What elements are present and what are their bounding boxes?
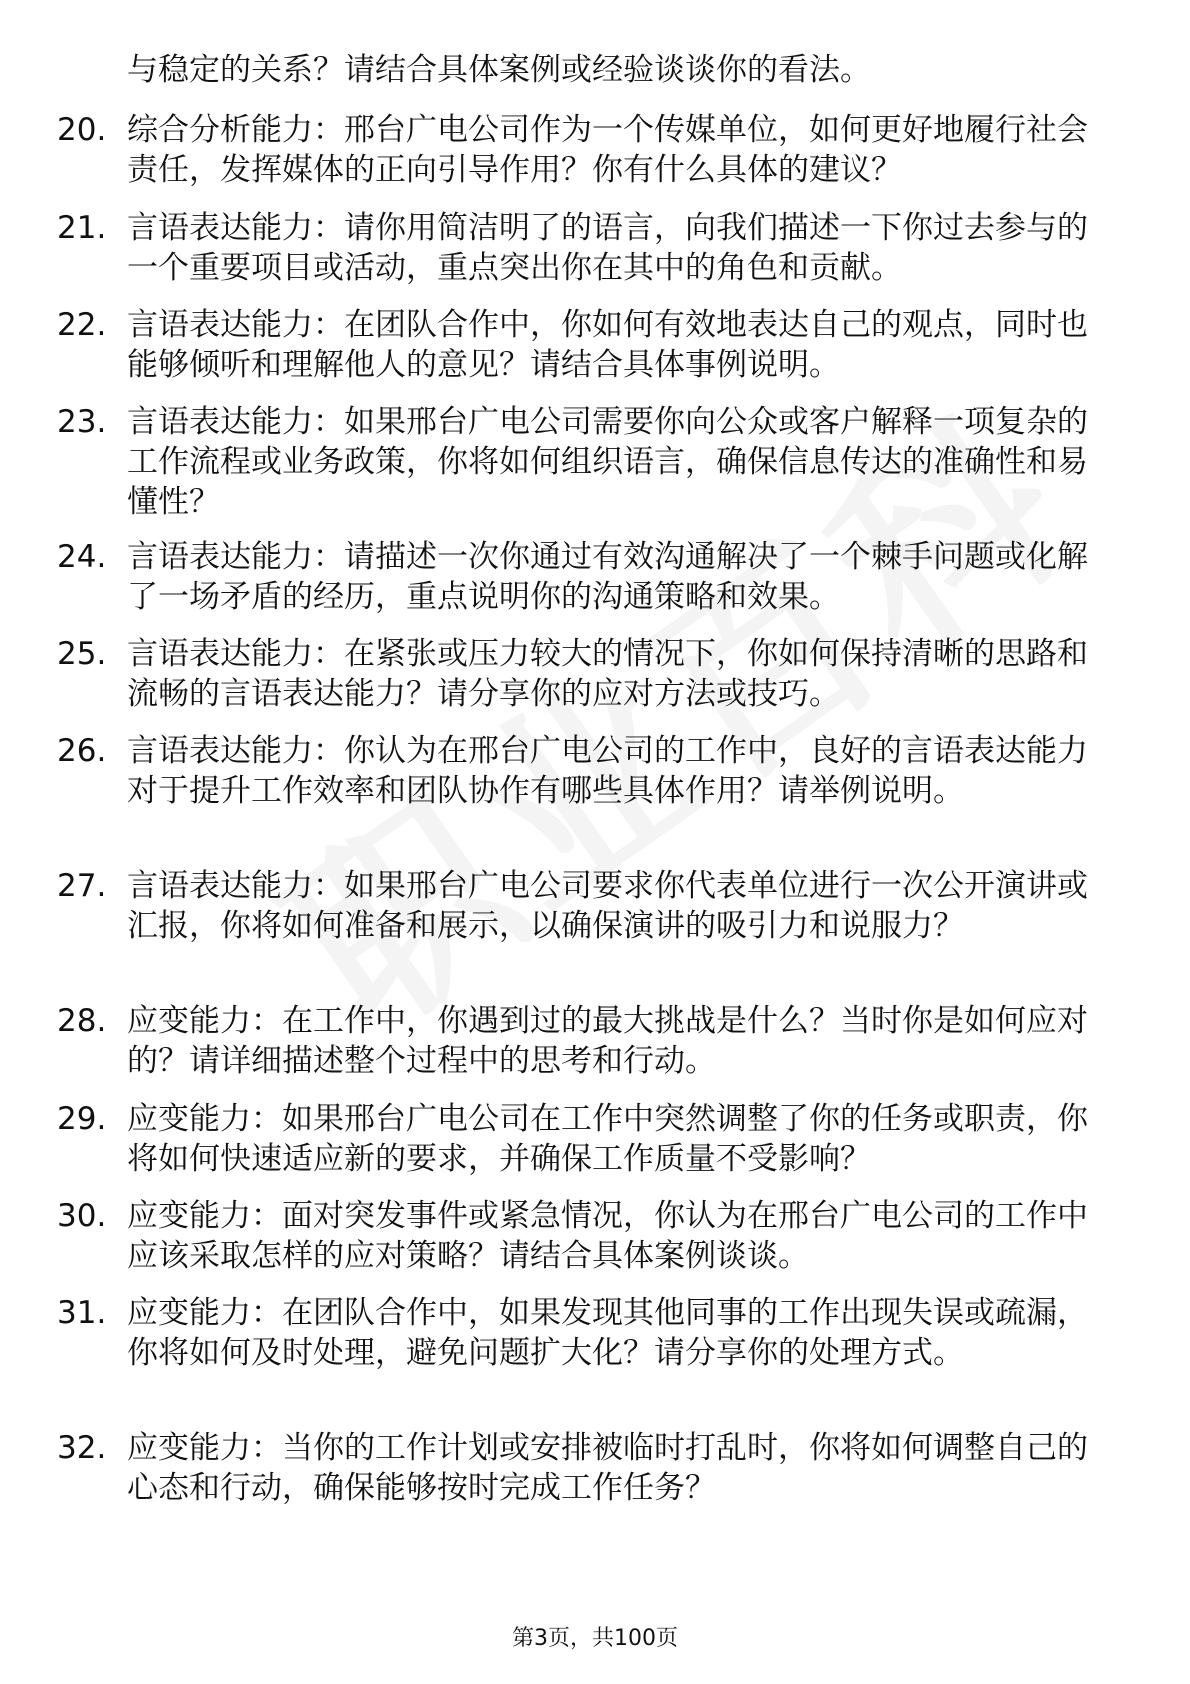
question-text: 应变能力：在团队合作中，如果发现其他同事的工作出现失误或疏漏，你将如何及时处理，避免问题扩大化？请分享你的处理方式。 [127,1295,1088,1371]
question-number: 29. [57,1101,107,1137]
carryover-text: 与稳定的关系？请结合具体案例或经验谈谈你的看法。 [127,52,871,88]
question-number: 22. [57,307,107,343]
question-number: 21. [57,210,107,246]
question-number: 24. [57,539,107,575]
question-text: 言语表达能力：在紧张或压力较大的情况下，你如何保持清晰的思路和流畅的言语表达能力？请分享你的应对方法或技巧。 [127,636,1088,712]
question-text: 言语表达能力：如果邢台广电公司需要你向公众或客户解释一项复杂的工作流程或业务政策，你将如何组织语言，确保信息传达的准确性和易懂性？ [127,404,1088,520]
question-text: 应变能力：如果邢台广电公司在工作中突然调整了你的任务或职责，你将如何快速适应新的要求，并确保工作质量不受影响？ [127,1101,1088,1177]
question-number: 27. [57,868,107,904]
question-number: 25. [57,636,107,672]
question-number: 20. [57,112,107,148]
question-number: 28. [57,1003,107,1039]
question-number: 23. [57,404,107,440]
question-number: 32. [57,1430,107,1466]
question-number: 30. [57,1198,107,1234]
question-text: 言语表达能力：如果邢台广电公司要求你代表单位进行一次公开演讲或汇报，你将如何准备和展示，以确保演讲的吸引力和说服力？ [127,868,1088,944]
question-text: 言语表达能力：在团队合作中，你如何有效地表达自己的观点，同时也能够倾听和理解他人的意见？请结合具体事例说明。 [127,307,1088,383]
question-text: 综合分析能力：邢台广电公司作为一个传媒单位，如何更好地履行社会责任，发挥媒体的正向引导作用？你有什么具体的建议？ [127,112,1088,188]
question-number: 26. [57,733,107,769]
question-text: 言语表达能力：你认为在邢台广电公司的工作中，良好的言语表达能力对于提升工作效率和团队协作有哪些具体作用？请举例说明。 [127,733,1088,809]
page-footer: 第3页，共100页 [512,1626,678,1651]
question-text: 言语表达能力：请描述一次你通过有效沟通解决了一个棘手问题或化解了一场矛盾的经历，重点说明你的沟通策略和效果。 [127,539,1088,615]
question-number: 31. [57,1295,107,1331]
question-text: 应变能力：在工作中，你遇到过的最大挑战是什么？当时你是如何应对的？请详细描述整个过程中的思考和行动。 [127,1003,1088,1079]
question-text: 应变能力：面对突发事件或紧急情况，你认为在邢台广电公司的工作中应该采取怎样的应对策略？请结合具体案例谈谈。 [127,1198,1088,1274]
question-text: 应变能力：当你的工作计划或安排被临时打乱时，你将如何调整自己的心态和行动，确保能够按时完成工作任务？ [127,1430,1088,1506]
question-text: 言语表达能力：请你用简洁明了的语言，向我们描述一下你过去参与的一个重要项目或活动，重点突出你在其中的角色和贡献。 [127,210,1088,286]
